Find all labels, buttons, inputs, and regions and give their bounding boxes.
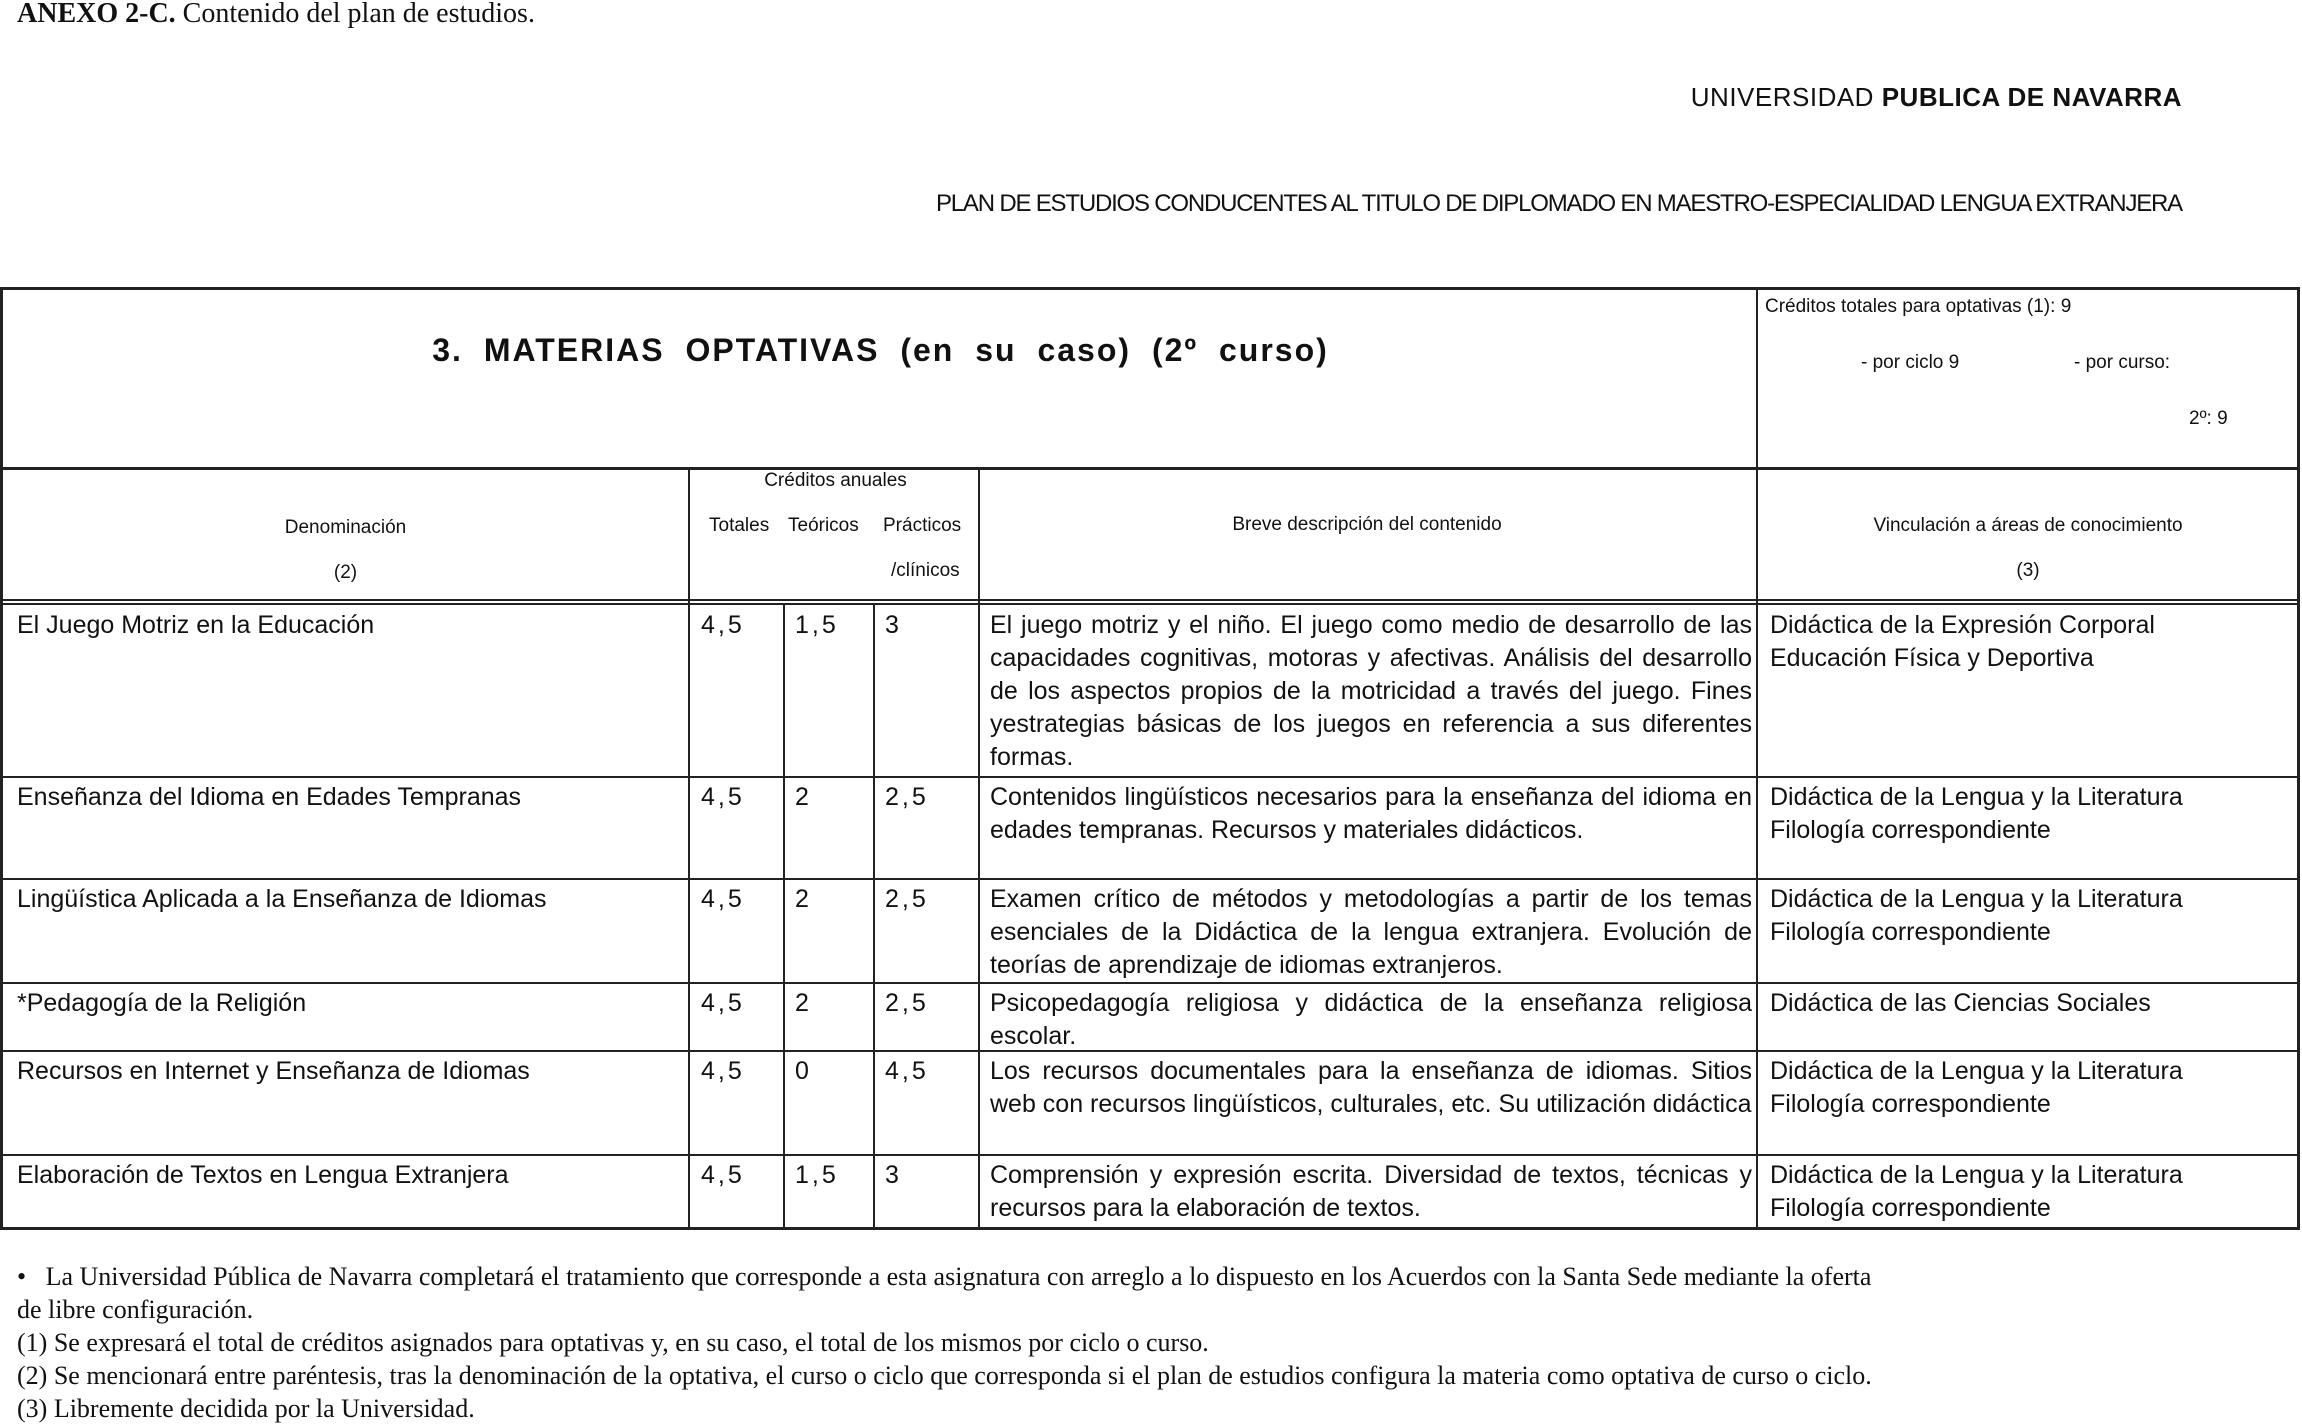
divider xyxy=(3,1154,2297,1156)
row-totales: 4,5 xyxy=(701,1057,745,1085)
row-area-1: Didáctica de la Lengua y la Literatura xyxy=(1770,783,2183,811)
row-teoricos: 2 xyxy=(795,885,812,913)
row-totales: 4,5 xyxy=(701,885,745,913)
annex-text: Contenido del plan de estudios. xyxy=(182,0,535,29)
row-practicos: 3 xyxy=(885,1161,902,1189)
row-area-1: Didáctica de la Lengua y la Literatura xyxy=(1770,1057,2183,1085)
row-area-2: Filología correspondiente xyxy=(1770,816,2051,844)
footnote-religion-text: La Universidad Pública de Navarra completará el tratamiento que corresponde a esta asignatura con arreglo a lo dispuesto en los Acuerdos con la Santa Sede mediante la oferta xyxy=(45,1262,1872,1291)
footnote-1: (1) Se expresará el total de créditos asignados para optativas y, en su caso, el total de los mismos por ciclo o curso. xyxy=(17,1328,1209,1357)
row-teoricos: 1,5 xyxy=(795,611,839,639)
divider xyxy=(3,599,2297,601)
col-header-vinculacion-note: (3) xyxy=(2016,560,2040,581)
row-area-1: Didáctica de la Lengua y la Literatura xyxy=(1770,1161,2183,1189)
university-heading xyxy=(1691,82,2182,113)
col-header-creditos: Créditos anuales xyxy=(764,470,907,491)
divider xyxy=(1756,290,1758,1227)
row-area-2: Educación Física y Deportiva xyxy=(1770,644,2094,672)
row-teoricos: 1,5 xyxy=(795,1161,839,1189)
col-header-clinicos: /clínicos xyxy=(891,560,960,581)
row-name: Elaboración de Textos en Lengua Extranjera xyxy=(17,1161,509,1189)
col-header-teoricos: Teóricos xyxy=(788,515,859,536)
section-title: 3. MATERIAS OPTATIVAS (en su caso) (2º curso) xyxy=(432,332,1329,368)
row-name: El Juego Motriz en la Educación xyxy=(17,611,375,639)
row-totales: 4,5 xyxy=(701,989,745,1017)
credits-per-cycle: - por ciclo 9 xyxy=(1861,352,1960,373)
row-name: Lingüística Aplicada a la Enseñanza de Idiomas xyxy=(17,885,547,913)
subjects-table xyxy=(0,287,2300,1230)
col-header-totales: Totales xyxy=(709,515,770,536)
footnotes xyxy=(17,1260,1872,1425)
row-name: Recursos en Internet y Enseñanza de Idiomas xyxy=(17,1057,530,1085)
row-practicos: 3 xyxy=(885,611,902,639)
row-description: Psicopedagogía religiosa y didáctica de la enseñanza religiosa escolar. xyxy=(990,989,1752,1050)
row-description: Los recursos documentales para la enseñanza de idiomas. Sitios web con recursos lingüísticos, culturales, etc. Su utilización didáctica xyxy=(990,1057,1752,1118)
row-totales: 4,5 xyxy=(701,783,745,811)
divider xyxy=(3,982,2297,984)
row-teoricos: 0 xyxy=(795,1057,812,1085)
row-area-1: Didáctica de las Ciencias Sociales xyxy=(1770,989,2151,1017)
row-area-1: Didáctica de la Expresión Corporal xyxy=(1770,611,2155,639)
divider xyxy=(783,603,785,1227)
row-description: Contenidos lingüísticos necesarios para la enseñanza del idioma en edades tempranas. Recursos y materiales didácticos. xyxy=(990,783,1752,844)
divider xyxy=(688,467,690,1227)
university-prefix: UNIVERSIDAD xyxy=(1690,82,1874,112)
row-area-2: Filología correspondiente xyxy=(1770,1194,2051,1222)
row-practicos: 2,5 xyxy=(885,783,929,811)
row-description: El juego motriz y el niño. El juego como medio de desarrollo de las capacidades cognitivas, motoras y afectivas. Análisis del desarrollo de los aspectos propios de la motricidad a través del juego. Fines yestrategias básicas de los juegos en referencia a sus diferentes formas. xyxy=(990,611,1752,771)
row-practicos: 2,5 xyxy=(885,885,929,913)
footnote-religion xyxy=(17,1260,1872,1293)
row-teoricos: 2 xyxy=(795,783,812,811)
footnote-religion-cont: de libre configuración. xyxy=(17,1295,254,1324)
divider xyxy=(3,603,2297,605)
col-header-denominacion: Denominación xyxy=(284,517,407,538)
col-header-vinculacion: Vinculación a áreas de conocimiento xyxy=(1873,515,2183,536)
annex-heading xyxy=(17,0,535,30)
bullet-icon: • xyxy=(17,1262,27,1291)
row-totales: 4,5 xyxy=(701,1161,745,1189)
annex-label: ANEXO 2-C. xyxy=(17,0,176,29)
credits-course-value: 2º: 9 xyxy=(2189,408,2228,429)
row-area-1: Didáctica de la Lengua y la Literatura xyxy=(1770,885,2183,913)
col-header-practicos: Prácticos xyxy=(883,515,962,536)
divider xyxy=(873,603,875,1227)
row-name: Enseñanza del Idioma en Edades Tempranas xyxy=(17,783,522,811)
divider xyxy=(3,878,2297,880)
row-description: Examen crítico de métodos y metodologías a partir de los temas esenciales de la Didáctica de la lengua extranjera. Evolución de teorías de aprendizaje de idiomas extranjeros. xyxy=(990,885,1752,979)
row-description: Comprensión y expresión escrita. Diversidad de textos, técnicas y recursos para la elaboración de textos. xyxy=(990,1161,1752,1222)
row-totales: 4,5 xyxy=(701,611,745,639)
row-name: *Pedagogía de la Religión xyxy=(17,989,307,1017)
plan-title: PLAN DE ESTUDIOS CONDUCENTES AL TITULO DE DIPLOMADO EN MAESTRO-ESPECIALIDAD LENGUA EXTRANJERA xyxy=(935,190,2182,217)
col-header-descripcion: Breve descripción del contenido xyxy=(1232,514,1502,535)
university-name: PUBLICA DE NAVARRA xyxy=(1881,82,2182,112)
footnote-2: (2) Se mencionará entre paréntesis, tras la denominación de la optativa, el curso o ciclo que corresponda si el plan de estudios configura la materia como optativa de curso o ciclo. xyxy=(17,1361,1872,1390)
col-header-denominacion-note: (2) xyxy=(333,562,358,583)
optional-credits-box xyxy=(1761,290,2301,470)
divider xyxy=(978,467,980,1227)
row-practicos: 4,5 xyxy=(885,1057,929,1085)
row-area-2: Filología correspondiente xyxy=(1770,1090,2051,1118)
credits-total: Créditos totales para optativas (1): 9 xyxy=(1765,296,2072,317)
row-area-2: Filología correspondiente xyxy=(1770,918,2051,946)
row-practicos: 2,5 xyxy=(885,989,929,1017)
divider xyxy=(3,776,2297,778)
credits-per-course: - por curso: xyxy=(2074,352,2171,373)
row-teoricos: 2 xyxy=(795,989,812,1017)
footnote-3: (3) Libremente decidida por la Universidad. xyxy=(17,1394,475,1423)
